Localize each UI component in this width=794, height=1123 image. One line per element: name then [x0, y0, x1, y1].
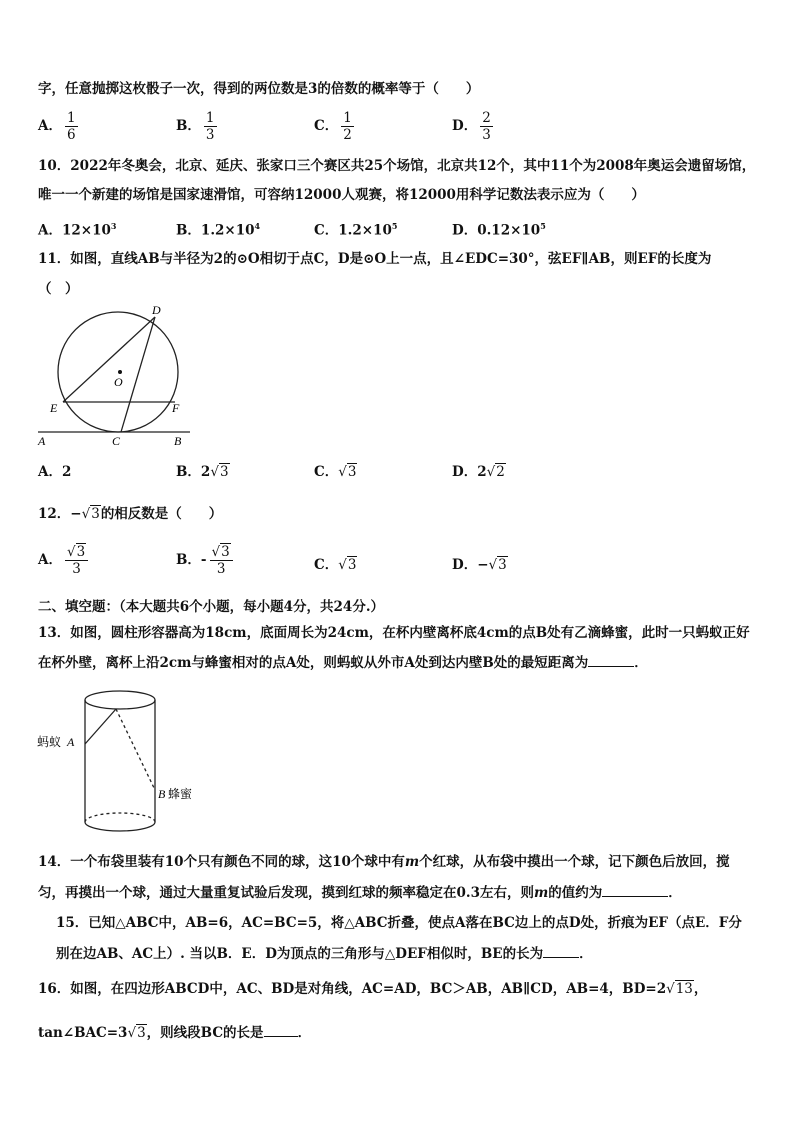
label-b: B [158, 787, 166, 801]
label-honey: 蜂蜜 [168, 787, 193, 801]
answer-blank [543, 945, 579, 958]
ant-path-inner [116, 709, 155, 790]
label-f: F [172, 401, 180, 415]
q10-option-d: D．$0.12\times 10^5$ [452, 221, 546, 239]
q16-line1: 16．如图，在四边形ABCD中，AC、BD是对角线，AC=AD，BC＞AB，AB∥CD，AB=4，BD=2√13， [38, 981, 708, 997]
q10-option-b: B．$1.2\times 10^4$ [176, 221, 261, 239]
q9-option-b: B． $\frac{1}{3}$ [176, 110, 215, 143]
cylinder-bottom-front [85, 822, 155, 831]
q14-line1: 14．一个布袋里装有10个只有颜色不同的球，这10个球中有m个红球，从布袋中摸出一个球，记下颜色后放回，搅 [38, 854, 730, 870]
q10-line1: 10．2022年冬奥会，北京、延庆、张家口三个赛区共25个场馆，北京共12个，其中11个为2008年奥运会遗留场馆， [38, 158, 756, 174]
section-heading: 二、填空题：（本大题共6个小题，每小题4分，共24分.） [38, 599, 385, 615]
q15-line1: 15．已知△ABC中，AB=6，AC=BC=5，将△ABC折叠，使点A落在BC边上的点D处，折痕为EF（点E．F分 [56, 915, 742, 931]
ant-path-outer [85, 709, 116, 744]
q11-option-c: C．√3 [314, 464, 357, 480]
label-c: C [112, 434, 121, 448]
center-point-o [118, 370, 122, 374]
answer-blank [602, 884, 668, 897]
q10-option-c: C．$1.2\times 10^5$ [314, 221, 398, 239]
q13-cylinder-figure [34, 684, 214, 840]
q15-line2: 别在边AB、AC上）. 当以B．E．D为顶点的三角形与△DEF相似时，BE的长为 ． [56, 946, 593, 962]
q11-option-b: B．2√3 [176, 464, 229, 480]
answer-blank [588, 654, 634, 667]
segment-ed [63, 317, 155, 402]
q10-option-a: A．$12\times 10^3$ [38, 221, 117, 239]
q9-option-d: D． $\frac{2}{3}$ [452, 110, 491, 143]
q11-line2: （ ） [38, 281, 79, 297]
label-a: A [67, 735, 75, 749]
q9-text: 字，任意抛掷这枚骰子一次，得到的两位数是3的倍数的概率等于（ ） [38, 81, 480, 97]
q13-line2: 在杯外壁，离杯上沿2cm与蜂蜜相对的点A处，则蚂蚁从外市A处到达内壁B处的最短距离为 ． [38, 655, 648, 671]
q16-line2: tan∠BAC=3√3，则线段BC的长是 ． [38, 1025, 312, 1041]
q11-line1: 11．如图，直线AB与半径为2的⊙O相切于点C，D是⊙O上一点，且∠EDC=30°，弦EF∥AB，则EF的长度为 [38, 251, 712, 267]
label-b: B [174, 434, 182, 448]
label-a: A [38, 434, 46, 448]
label-ant: 蚂蚁 [37, 735, 62, 749]
q11-option-d: D．2√2 [452, 464, 505, 480]
q13-line1: 13．如图，圆柱形容器高为18cm，底面周长为24cm，在杯内壁离杯底4cm的点B处有乙滴蜂蜜，此时一只蚂蚁正好 [38, 625, 750, 641]
q11-circle-figure [34, 302, 196, 450]
q12-text: 12．−√3的相反数是（ ） [38, 506, 223, 522]
label-e: E [50, 401, 58, 415]
label-o: O [114, 375, 123, 389]
segment-dc [121, 317, 155, 432]
q9-option-a: A． $\frac{1}{6}$ [38, 110, 76, 143]
cylinder-top [85, 691, 155, 709]
label-d: D [152, 303, 161, 317]
answer-blank [264, 1024, 298, 1037]
q12-option-b: B．- $\frac{√3}{3}$ [176, 544, 233, 577]
q14-line2: 匀，再摸出一个球，通过大量重复试验后发现，摸到红球的频率稳定在0.3左右，则m的值约为 ． [38, 885, 682, 901]
q10-line2: 唯一一个新建的场馆是国家速滑馆，可容纳12000人观赛，将12000用科学记数法表示应为（ ） [38, 187, 645, 203]
q9-option-c: C． $\frac{1}{2}$ [314, 110, 352, 143]
q12-option-d: D．−√3 [452, 557, 507, 573]
q12-option-a: A． $\frac{√3}{3}$ [38, 544, 88, 577]
q11-option-a: A．2 [38, 464, 72, 480]
q12-option-c: C．√3 [314, 557, 357, 573]
cylinder-bottom-back [85, 813, 155, 822]
